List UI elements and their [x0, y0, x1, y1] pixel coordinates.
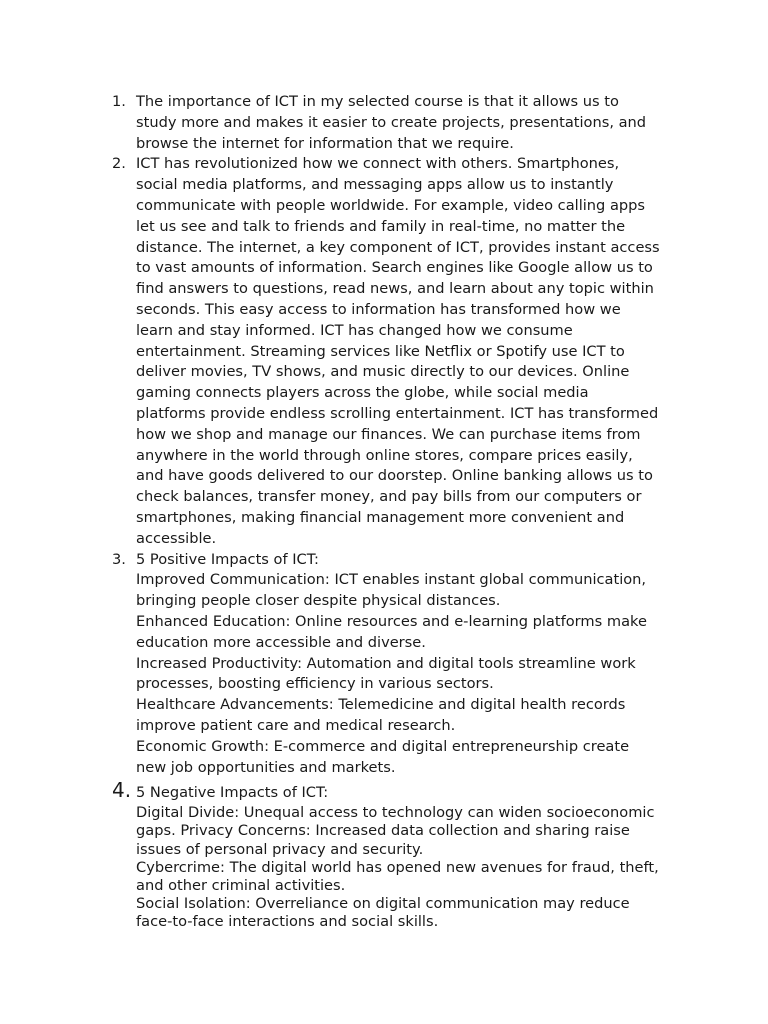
text-line: ICT has revolutionized how we connect with others. Smartphones, [136, 155, 620, 173]
text-line: distance. The internet, a key component of ICT, provides instant access [136, 238, 660, 256]
text-line: communicate with people worldwide. For example, video calling apps [136, 196, 646, 214]
list-number: 3. [112, 550, 126, 568]
text-line: and other criminal activities. [136, 876, 346, 894]
list-item-3 [112, 550, 682, 779]
text-line: improve patient care and medical research. [136, 716, 456, 734]
text-line: gaming connects players across the globe, while social media [136, 384, 589, 402]
text-line: processes, boosting efficiency in various sectors. [136, 675, 494, 693]
section-heading: 5 Negative Impacts of ICT: [136, 784, 329, 802]
list-number: 2. [112, 155, 126, 173]
section-heading: 5 Positive Impacts of ICT: [136, 550, 319, 568]
text-line: how we shop and manage our finances. We can purchase items from [136, 425, 641, 443]
list-item-4 [112, 778, 682, 931]
text-line: accessible. [136, 529, 217, 547]
list-number: 4. [112, 778, 132, 803]
text-line: find answers to questions, read news, and learn about any topic within [136, 280, 654, 298]
text-line: deliver movies, TV shows, and music directly to our devices. Online [136, 363, 630, 381]
text-line: study more and makes it easier to create projects, presentations, and [136, 113, 647, 131]
text-line: anywhere in the world through online stores, compare prices easily, [136, 446, 633, 464]
text-line: Social Isolation: Overreliance on digital communication may reduce [136, 895, 630, 913]
text-line: face-to-face interactions and social skills. [136, 913, 439, 931]
text-line: seconds. This easy access to information has transformed how we [136, 300, 621, 318]
text-line: issues of personal privacy and security. [136, 840, 424, 858]
text-line: Digital Divide: Unequal access to technology can widen socioeconomic [136, 804, 655, 822]
text-line: to vast amounts of information. Search engines like Google allow us to [136, 259, 653, 277]
text-line: education more accessible and diverse. [136, 633, 426, 651]
text-line: social media platforms, and messaging apps allow us to instantly [136, 176, 614, 194]
text-line: Enhanced Education: Online resources and e-learning platforms make [136, 612, 647, 630]
text-line: learn and stay informed. ICT has changed how we consume [136, 321, 573, 339]
numbered-list [112, 92, 682, 932]
text-line: Improved Communication: ICT enables instant global communication, [136, 571, 647, 589]
text-line: Cybercrime: The digital world has opened new avenues for fraud, theft, [136, 858, 659, 876]
text-line: new job opportunities and markets. [136, 758, 396, 776]
text-line: Increased Productivity: Automation and digital tools streamline work [136, 654, 636, 672]
list-number: 1. [112, 93, 126, 110]
text-line: let us see and talk to friends and family in real-time, no matter the [136, 217, 626, 235]
text-line: Healthcare Advancements: Telemedicine and digital health records [136, 696, 626, 714]
text-line: gaps. Privacy Concerns: Increased data collection and sharing raise [136, 822, 630, 840]
text-line: smartphones, making financial management more convenient and [136, 508, 625, 526]
text-line: and have goods delivered to our doorstep. Online banking allows us to [136, 467, 653, 485]
text-line: The importance of ICT in my selected course is that it allows us to [136, 93, 619, 110]
text-line: bringing people closer despite physical distances. [136, 592, 501, 610]
text-line: Economic Growth: E-commerce and digital entrepreneurship create [136, 737, 630, 755]
list-item-1 [112, 92, 682, 154]
text-line: entertainment. Streaming services like Netflix or Spotify use ICT to [136, 342, 625, 360]
text-line: check balances, transfer money, and pay bills from our computers or [136, 488, 642, 506]
text-line: browse the internet for information that we require. [136, 134, 514, 152]
text-line: platforms provide endless scrolling entertainment. ICT has transformed [136, 404, 659, 422]
list-item-2 [112, 154, 682, 549]
